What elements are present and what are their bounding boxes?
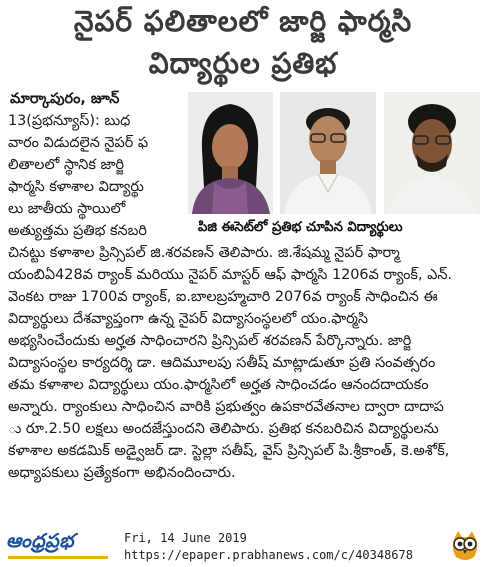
article-line: అభ్యసించేందుకు అర్హత సాధించారని ప్రిన్సిపల్ శరవణన్ పేర్కొన్నారు. జార్జి: [8, 333, 412, 349]
photo-caption: పిజి ఈసెట్‌లో ప్రతిభ చూపిన విద్యార్థులు: [198, 219, 403, 235]
article-line: వెంకట రాజు 1700వ ర్యాంక్, ఐ.బాలబ్రహ్మచారి 2076వ ర్యాంక్ సాధించిన ఈ: [8, 289, 438, 305]
article-line: అధ్యాపకులు ప్రత్యేకంగా అభినందించారు.: [8, 465, 236, 481]
article-line: అత్యుత్తమ ప్రతిభ కనబరి: [8, 223, 147, 239]
article-line: లు జాతీయ స్థాయిలో: [8, 201, 126, 217]
article-line: వారం విడుదలైన నైపర్ ఫ: [8, 135, 149, 151]
article-line: విద్యార్థులు దేశవ్యాప్తంగా ఉన్న నైపర్ విద్యాసంస్థలలో యం.ఫార్మసి: [8, 311, 368, 327]
article-line: 13(ప్రభన్యూస్): బుధ: [8, 113, 131, 129]
article-line: చినట్టు కళాశాల ప్రిన్సిపల్ జి.శరవణన్ తెలిపారు. జి.శేషమ్మ నైపర్ ఫార్మా: [8, 245, 400, 261]
article-line: ఫార్మసి కళాశాల విద్యార్థు: [8, 179, 144, 195]
headline-line-1: నైపర్ ఫలితాలలో జార్జి ఫార్మసి: [73, 4, 413, 38]
headline-line-2: విద్యార్థుల ప్రతిభ: [148, 46, 338, 80]
student-photo-male: [384, 92, 480, 214]
article-line: ు రూ.2.50 లక్షలు అందజేస్తుందని తెలిపారు. ప్రతిభ కనబరిచిన విద్యార్థులను: [8, 421, 439, 437]
article-line: తమ కళాశాల విద్యార్థులు యం.ఫార్మసిలో అర్హత సాధించడం ఆనందదాయకం: [8, 377, 429, 393]
owl-icon: [450, 529, 480, 563]
student-photo-female: [188, 92, 273, 214]
article-line: యంబిఏ428వ ర్యాంక్ మరియు నైపర్ మాస్టర్ ఆఫ్ ఫార్మసి 1206వ ర్యాంక్, ఎన్.: [8, 267, 452, 283]
article-line: కళాశాల అకడమిక్ అడ్వైజర్ డా. స్టెల్లా సతీష్, వైస్ ప్రిన్సిపల్ పి.శ్రీకాంత్, కె.అశోక్,: [8, 443, 450, 459]
article-line: అన్నారు. ర్యాంకులు సాధించిన వారికి ప్రభుత్వం ఉపకారవేతనాల ద్వారా దాదాప: [8, 399, 444, 415]
student-photo-male-glasses: [280, 92, 376, 214]
epaper-url[interactable]: https://epaper.prabhanews.com/c/40348678: [124, 548, 413, 562]
article-line: మార్కాపురం, జూన్: [10, 91, 120, 107]
logo-accent-bar: [8, 556, 108, 559]
article-line: లితాలలో స్థానిక జార్జి: [8, 157, 125, 173]
article-line: విద్యాసంస్థల కార్యదర్శి డా. ఆదిమూలపు సతీష్ మాట్లాడుతూ ప్రతి సంవత్సరం: [8, 355, 436, 371]
edition-date: Fri, 14 June 2019: [124, 531, 247, 545]
newspaper-logo: ఆంధ్రప్రభ: [6, 530, 74, 552]
